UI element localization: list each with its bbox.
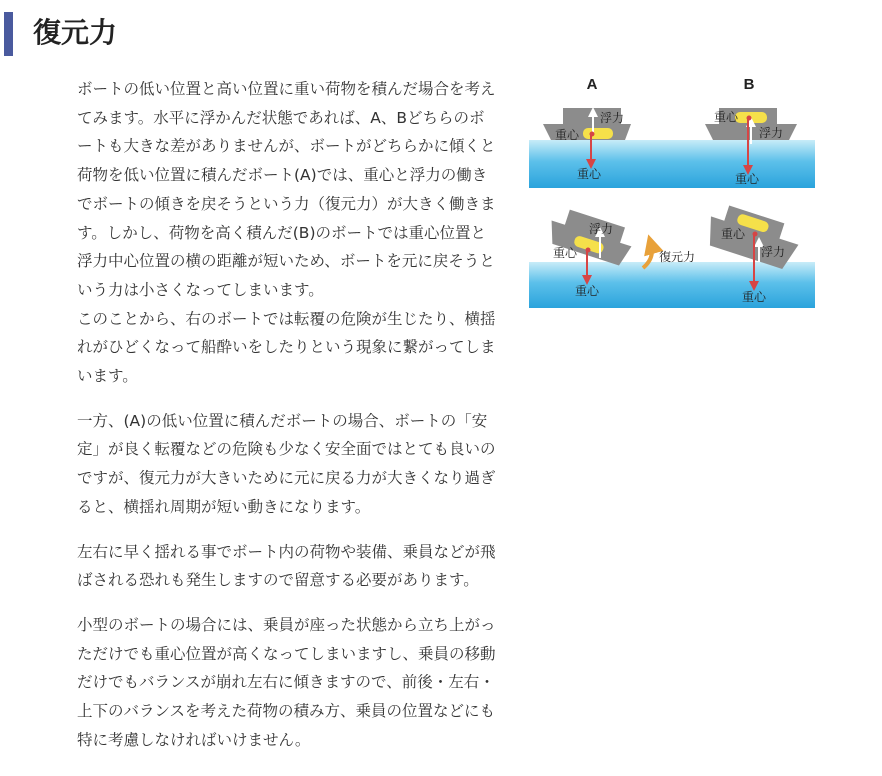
text-line: 左右に早く揺れる事でボート内の荷物や装備、乗員などが飛 xyxy=(77,542,496,561)
text-line: いう力は小さくなってしまいます。 xyxy=(77,280,324,299)
water-bottom xyxy=(529,262,815,308)
gravity-label: 重心 xyxy=(555,128,580,142)
gravity-label-below: 重心 xyxy=(577,167,602,181)
stability-diagram-svg xyxy=(529,72,815,308)
text-line: だけでもバランスが崩れ左右に傾きますので、前後・左右・ xyxy=(77,673,495,692)
heading-accent-bar xyxy=(4,12,13,56)
section-heading xyxy=(0,10,882,56)
paragraph-1 xyxy=(77,75,519,305)
paragraph-3 xyxy=(77,407,519,522)
text-line: このことから、右のボートでは転覆の危険が生じたり、横揺 xyxy=(77,309,496,328)
buoyancy-label: 浮力 xyxy=(761,245,786,259)
label-b: B xyxy=(743,76,755,93)
buoyancy-label: 浮力 xyxy=(759,126,784,140)
gravity-label-below: 重心 xyxy=(575,284,600,298)
text-line: 浮力中心位置の横の距離が短いため、ボートを元に戻そうと xyxy=(77,252,495,271)
gravity-label: 重心 xyxy=(714,110,739,124)
paragraph-5 xyxy=(77,611,519,755)
gravity-label: 重心 xyxy=(553,246,578,260)
text-line: てみます。水平に浮かんだ状態であれば、A、Bどちらのボ xyxy=(77,108,485,127)
text-line: ボートの低い位置と高い位置に重い荷物を積んだ場合を考え xyxy=(77,80,496,98)
text-line: ると、横揺れ周期が短い動きになります。 xyxy=(77,497,371,516)
text-line: います。 xyxy=(77,367,138,386)
gravity-label-below: 重心 xyxy=(735,172,760,186)
paragraph-4 xyxy=(77,538,519,595)
text-line: 一方、(A)の低い位置に積んだボートの場合、ボートの「安 xyxy=(77,411,488,430)
center-of-gravity-dot xyxy=(586,248,591,253)
text-line: 上下のバランスを考えた荷物の積み方、乗員の位置などにも xyxy=(77,702,496,721)
gravity-label-below: 重心 xyxy=(742,290,767,304)
text-line: 定」が良く転覆などの危険も少なく安全面ではとても良いの xyxy=(77,440,496,459)
text-line: ートも大きな差がありませんが、ボートがどちらかに傾くと xyxy=(77,137,496,156)
buoyancy-label: 浮力 xyxy=(600,111,625,125)
text-line: 特に考慮しなければいけません。 xyxy=(77,730,311,749)
text-line: ですが、復元力が大きいために元に戻る力が大きくなり過ぎ xyxy=(77,469,496,488)
text-line: 小型のボートの場合には、乗員が座った状態から立ち上がっ xyxy=(77,615,496,634)
center-of-gravity-dot xyxy=(753,232,758,237)
text-line: ただけでも重心位置が高くなってしまいますし、乗員の移動 xyxy=(77,644,496,663)
label-a: A xyxy=(586,76,598,93)
section-title: 復元力 xyxy=(33,16,118,49)
center-of-gravity-dot xyxy=(747,116,752,121)
hull-icon xyxy=(702,201,803,271)
center-of-gravity-dot xyxy=(590,132,595,137)
text-line: す。しかし、荷物を高く積んだ(B)のボートでは重心位置と xyxy=(77,223,486,242)
restoring-force-label: 復元力 xyxy=(659,250,696,264)
text-line: でボートの傾きを戻そうという力（復元力）が大きく働きま xyxy=(77,194,496,213)
cargo-icon xyxy=(583,128,613,139)
article-body xyxy=(77,75,519,754)
gravity-label: 重心 xyxy=(721,227,746,241)
water-top xyxy=(529,140,815,188)
stability-diagram xyxy=(529,72,815,308)
text-line: ばされる恐れも発生しますので留意する必要があります。 xyxy=(77,571,479,590)
text-line: 荷物を低い位置に積んだボート(A)では、重心と浮力の働き xyxy=(77,166,488,185)
paragraph-2 xyxy=(77,305,519,391)
text-line: れがひどくなって船酔いをしたりという現象に繋がってしま xyxy=(77,338,496,357)
buoyancy-label: 浮力 xyxy=(589,222,614,236)
